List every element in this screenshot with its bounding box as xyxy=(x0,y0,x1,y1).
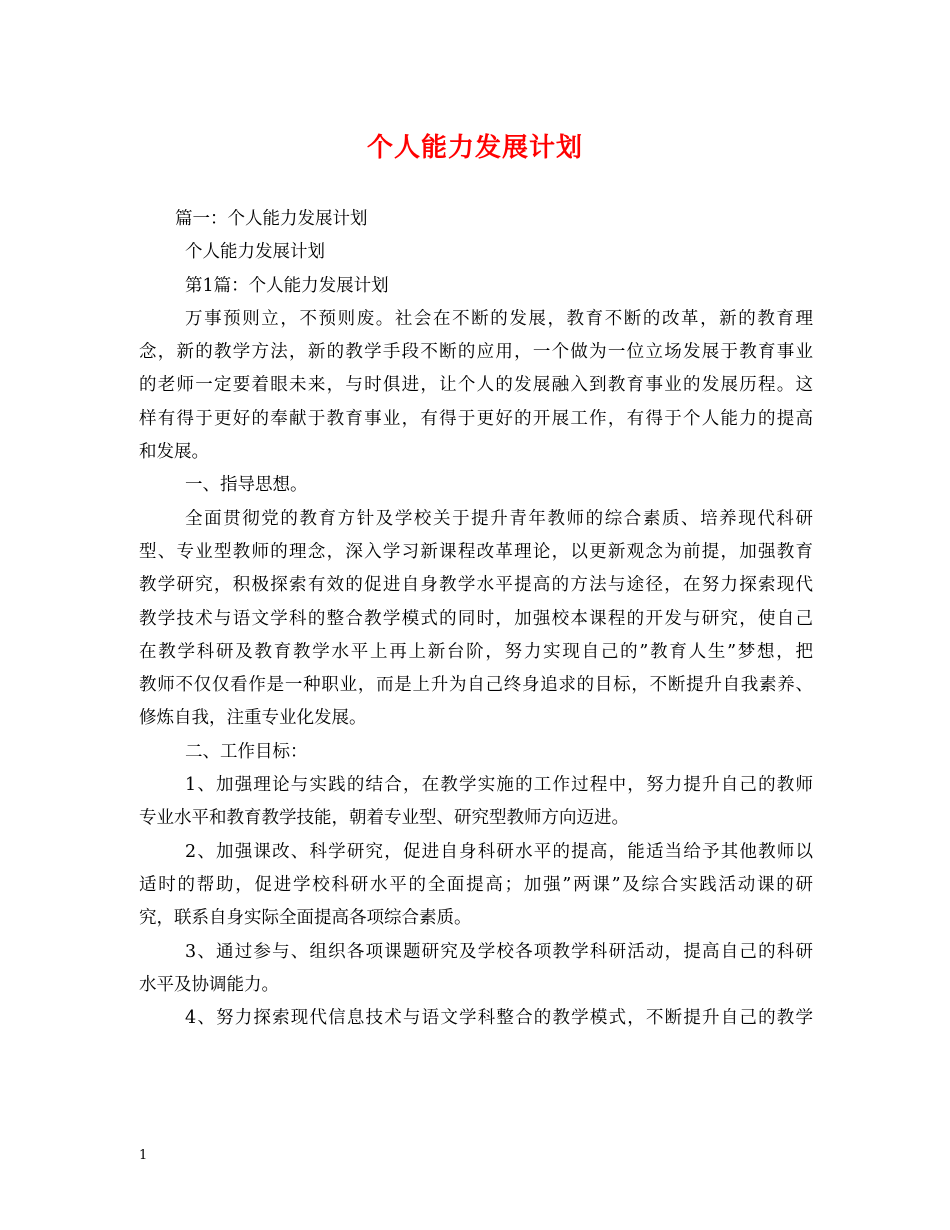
text-line: 适时的帮助，促进学校科研水平的全面提高；加强”两课”及综合实践活动课的研 xyxy=(139,874,813,895)
text-line: 4、努力探索现代信息技术与语文学科整合的教学模式，不断提升自己的教学 xyxy=(185,1008,813,1029)
text-line: 个人能力发展计划 xyxy=(185,242,325,263)
text-line: 的老师一定要着眼未来，与时俱进，让个人的发展融入到教育事业的发展历程。这 xyxy=(139,375,813,396)
text-line: 念，新的教学方法，新的教学手段不断的应用，一个做为一位立场发展于教育事业 xyxy=(139,342,813,363)
text-line: 修炼自我，注重专业化发展。 xyxy=(139,708,367,729)
page-number: 1 xyxy=(139,1148,148,1163)
text-line: 水平及协调能力。 xyxy=(139,974,279,995)
text-line: 第1篇：个人能力发展计划 xyxy=(185,275,389,296)
text-line: 样有得于更好的奉献于教育事业，有得于更好的开展工作，有得于个人能力的提高 xyxy=(139,408,813,429)
text-line: 教师不仅仅看作是一种职业，而是上升为自己终身追求的目标，不断提升自我素养、 xyxy=(139,675,813,696)
text-line: 万事预则立，不预则废。社会在不断的发展，教育不断的改革，新的教育理 xyxy=(185,308,813,329)
text-line: 篇一：个人能力发展计划 xyxy=(175,209,368,229)
text-line: 2、加强课改、科学研究，促进自身科研水平的提高，能适当给予其他教师以 xyxy=(185,841,813,862)
document-title: 个人能力发展计划 xyxy=(366,133,583,163)
section-heading: 一、指导思想。 xyxy=(185,475,308,496)
text-line: 在教学科研及教育教学水平上再上新台阶，努力实现自己的”教育人生”梦想，把 xyxy=(139,641,813,662)
section-heading: 二、工作目标： xyxy=(185,741,308,762)
text-line: 究，联系自身实际全面提高各项综合素质。 xyxy=(139,908,472,929)
text-line: 和发展。 xyxy=(139,442,209,463)
text-line: 专业水平和教育教学技能，朝着专业型、研究型教师方向迈进。 xyxy=(139,808,629,829)
text-line: 型、专业型教师的理念，深入学习新课程改革理论，以更新观念为前提，加强教育 xyxy=(139,541,813,562)
text-line: 教学研究，积极探索有效的促进自身教学水平提高的方法与途径，在努力探索现代 xyxy=(139,575,813,596)
document-body xyxy=(139,203,813,1035)
text-line: 1、加强理论与实践的结合，在教学实施的工作过程中，努力提升自己的教师 xyxy=(185,775,813,796)
text-line: 全面贯彻党的教育方针及学校关于提升青年教师的综合素质、培养现代科研 xyxy=(185,508,813,529)
text-line: 教学技术与语文学科的整合教学模式的同时，加强校本课程的开发与研究，使自己 xyxy=(139,608,813,629)
text-line: 3、通过参与、组织各项课题研究及学校各项教学科研活动，提高自己的科研 xyxy=(185,941,813,962)
